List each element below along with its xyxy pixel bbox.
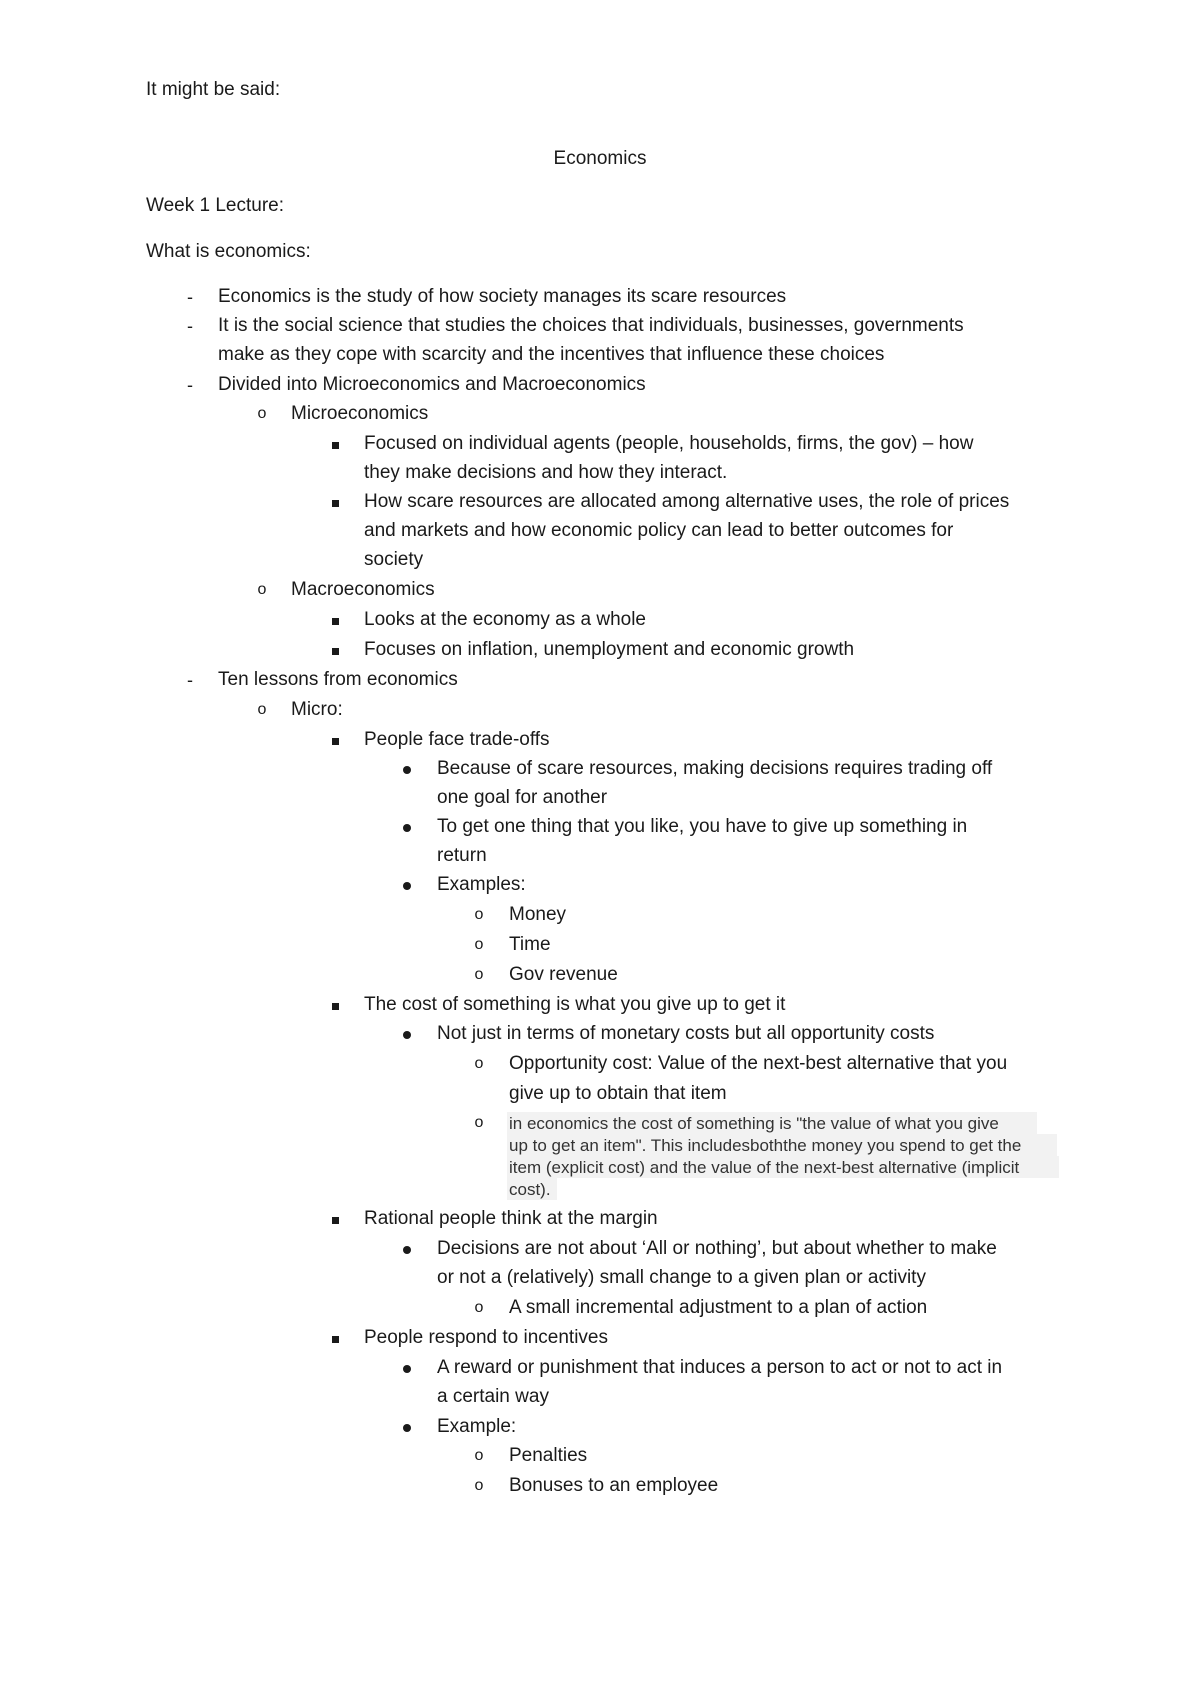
list-item: Rational people think at the margin <box>364 1208 658 1229</box>
list-item: A reward or punishment that induces a person to act or not to act in <box>437 1357 1003 1378</box>
list-item-continued: society <box>364 549 424 570</box>
circle-bullet: o <box>257 701 267 718</box>
list-item: A small incremental adjustment to a plan of action <box>509 1297 928 1318</box>
list-item: Money <box>509 904 567 925</box>
list-item-continued: make as they cope with scarcity and the incentives that influence these choices <box>218 344 885 365</box>
pasted-text: item (explicit cost) and the value of the next-best alternative (implicit <box>509 1158 1020 1177</box>
list-item: How scare resources are allocated among alternative uses, the role of prices <box>364 491 1010 512</box>
list-item: Divided into Microeconomics and Macroeconomics <box>218 374 646 395</box>
list-item: Time <box>509 934 551 955</box>
square-bullet <box>325 430 345 458</box>
list-item: Decisions are not about ‘All or nothing’, but about whether to make <box>437 1238 997 1259</box>
square-bullet <box>325 606 345 634</box>
circle-bullet: o <box>474 966 484 983</box>
circle-bullet: o <box>257 581 267 598</box>
circle-bullet: o <box>474 936 484 953</box>
circle-bullet: o <box>474 906 484 923</box>
disc-bullet <box>397 813 417 841</box>
list-item: Micro: <box>291 699 343 720</box>
list-item: Focused on individual agents (people, households, firms, the gov) – how <box>364 433 974 454</box>
list-item-continued: or not a (relatively) small change to a given plan or activity <box>437 1267 926 1288</box>
list-item: It is the social science that studies the choices that individuals, businesses, governments <box>218 315 964 336</box>
dash-bullet: - <box>187 287 193 307</box>
week-heading: Week 1 Lecture: <box>146 195 285 216</box>
circle-bullet: o <box>257 405 267 422</box>
list-item: Economics is the study of how society manages its scare resources <box>218 286 787 307</box>
list-item: People respond to incentives <box>364 1327 608 1348</box>
list-item: Because of scare resources, making decisions requires trading off <box>437 758 993 779</box>
list-item: Focuses on inflation, unemployment and economic growth <box>364 639 855 660</box>
square-bullet <box>325 488 345 516</box>
disc-bullet <box>397 871 417 899</box>
square-bullet <box>325 991 345 1019</box>
list-item-continued: return <box>437 845 487 866</box>
disc-bullet <box>397 755 417 783</box>
list-item-continued: one goal for another <box>437 787 608 808</box>
question-heading: What is economics: <box>146 241 311 262</box>
list-item: Examples: <box>437 874 526 895</box>
circle-bullet: o <box>474 1114 484 1131</box>
list-item: Gov revenue <box>509 964 618 985</box>
list-item: Penalties <box>509 1445 588 1466</box>
list-item: Looks at the economy as a whole <box>364 609 647 630</box>
pasted-text: cost). <box>509 1180 551 1199</box>
pasted-text: up to get an item". This includesboththe money you spend to get the <box>509 1136 1022 1155</box>
list-item-continued: a certain way <box>437 1386 549 1407</box>
intro-text: It might be said: <box>146 79 281 100</box>
dash-bullet: - <box>187 670 193 690</box>
list-item: To get one thing that you like, you have to give up something in <box>437 816 968 837</box>
list-item: Example: <box>437 1416 517 1437</box>
list-item: Microeconomics <box>291 403 429 424</box>
square-bullet <box>325 1205 345 1233</box>
disc-bullet <box>397 1413 417 1441</box>
list-item: The cost of something is what you give up to get it <box>364 994 786 1015</box>
dash-bullet: - <box>187 316 193 336</box>
circle-bullet: o <box>474 1477 484 1494</box>
list-item: Opportunity cost: Value of the next-best alternative that you <box>509 1053 1008 1074</box>
list-item: People face trade-offs <box>364 729 550 750</box>
circle-bullet: o <box>474 1299 484 1316</box>
list-item: Not just in terms of monetary costs but all opportunity costs <box>437 1023 935 1044</box>
circle-bullet: o <box>474 1055 484 1072</box>
list-item-continued: and markets and how economic policy can lead to better outcomes for <box>364 520 954 541</box>
pasted-text: in economics the cost of something is "the value of what you give <box>509 1114 999 1133</box>
disc-bullet <box>397 1020 417 1048</box>
list-item: Ten lessons from economics <box>218 669 458 690</box>
disc-bullet <box>397 1235 417 1263</box>
square-bullet <box>325 1324 345 1352</box>
list-item: Macroeconomics <box>291 579 435 600</box>
list-item-continued: give up to obtain that item <box>509 1083 727 1104</box>
circle-bullet: o <box>474 1447 484 1464</box>
list-item: Bonuses to an employee <box>509 1475 719 1496</box>
square-bullet <box>325 636 345 664</box>
list-item-continued: they make decisions and how they interact. <box>364 462 728 483</box>
dash-bullet: - <box>187 375 193 395</box>
square-bullet <box>325 726 345 754</box>
document-title: Economics <box>553 148 647 169</box>
disc-bullet <box>397 1354 417 1382</box>
